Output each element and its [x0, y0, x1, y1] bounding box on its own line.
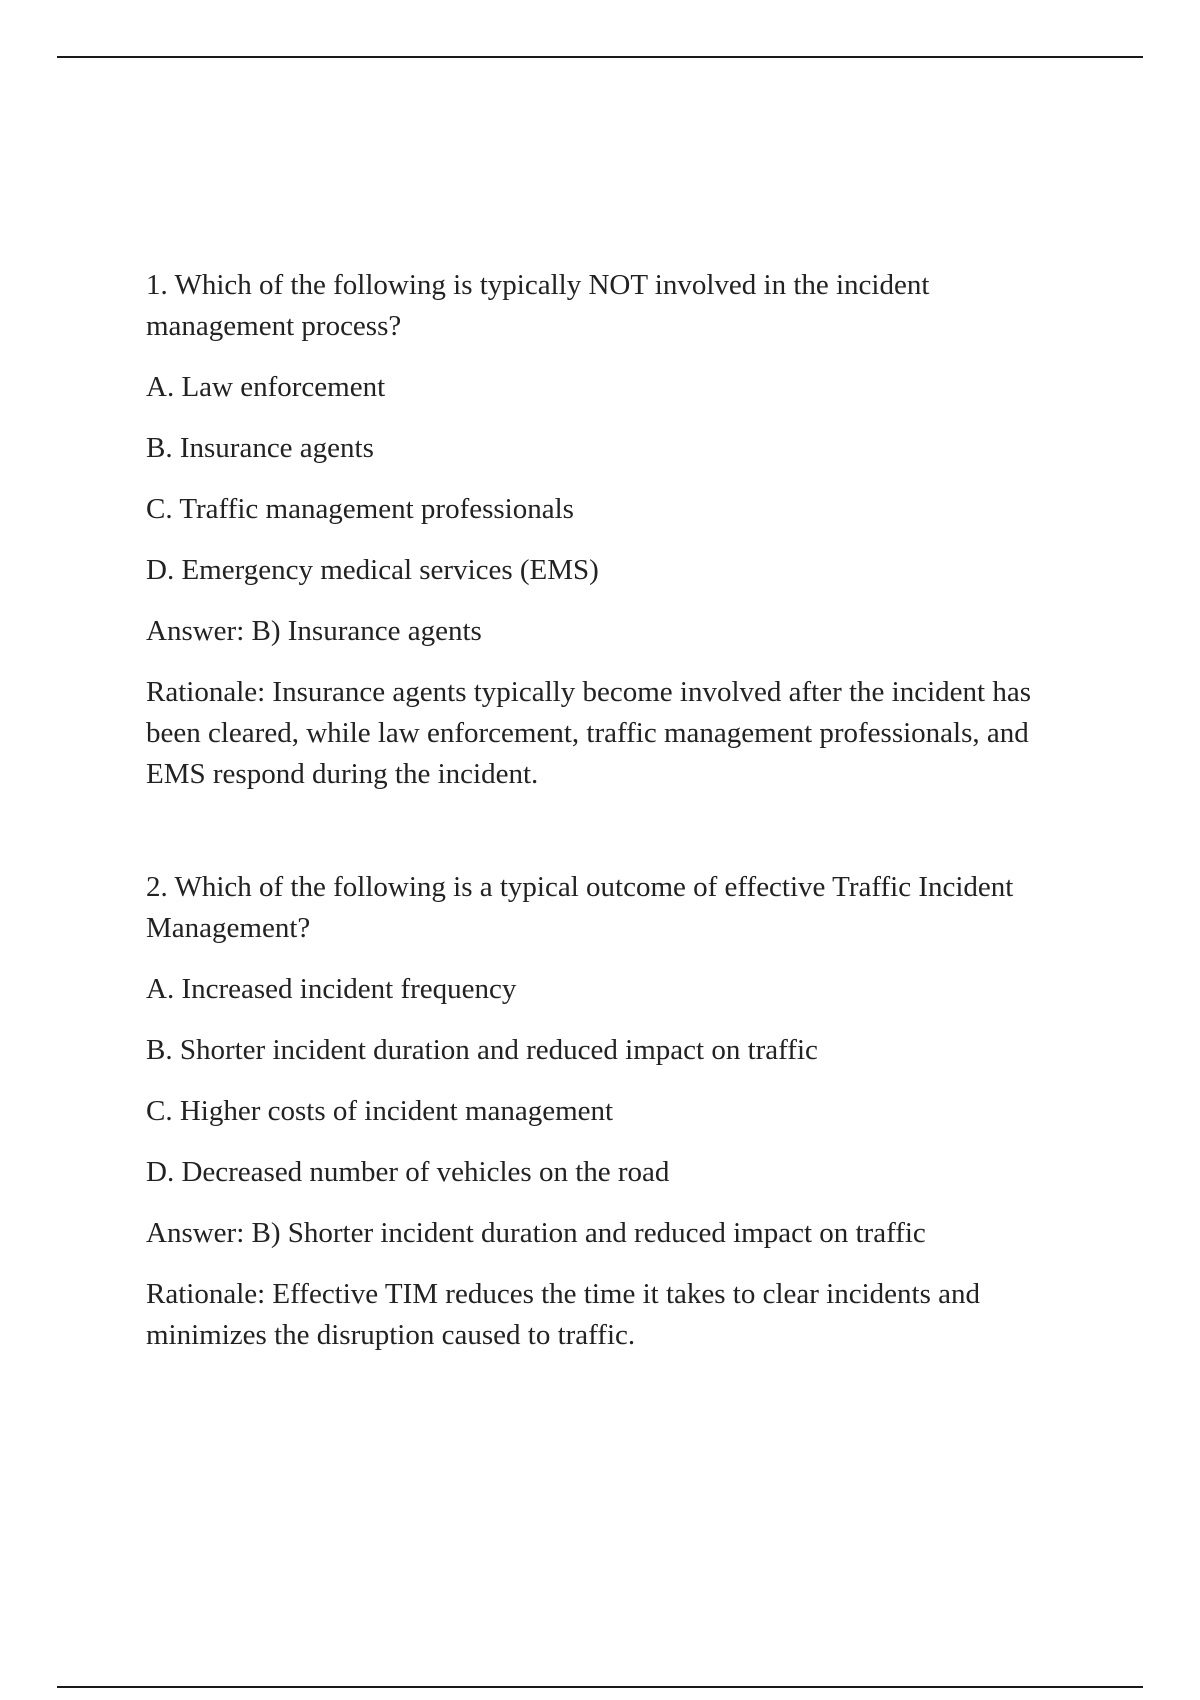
- rationale-text: Rationale: Insurance agents typically become involved after the incident has been cleared, while law enforcement, traffic management professionals, and EMS respond during the incident.: [146, 676, 1031, 790]
- option-a: A. Increased incident frequency: [146, 973, 517, 1005]
- bottom-rule: [57, 1686, 1143, 1688]
- question-block-2: [146, 867, 1076, 1356]
- answer-text: Answer: B) Shorter incident duration and reduced impact on traffic: [146, 1217, 926, 1249]
- question-block-1: [146, 265, 1076, 795]
- option-a: A. Law enforcement: [146, 371, 386, 403]
- rationale-text: Rationale: Effective TIM reduces the time it takes to clear incidents and minimizes the disruption caused to traffic.: [146, 1278, 980, 1351]
- answer-text: Answer: B) Insurance agents: [146, 615, 482, 647]
- question-text: 2. Which of the following is a typical outcome of effective Traffic Incident Management?: [146, 871, 1014, 944]
- option-d: D. Emergency medical services (EMS): [146, 554, 599, 586]
- option-c: C. Higher costs of incident management: [146, 1095, 614, 1127]
- top-rule: [57, 56, 1143, 58]
- option-b: B. Shorter incident duration and reduced impact on traffic: [146, 1034, 818, 1066]
- question-text: 1. Which of the following is typically NOT involved in the incident management process?: [146, 269, 930, 342]
- option-c: C. Traffic management professionals: [146, 493, 574, 525]
- option-d: D. Decreased number of vehicles on the road: [146, 1156, 670, 1188]
- option-b: B. Insurance agents: [146, 432, 374, 464]
- document-body: [146, 265, 1076, 1376]
